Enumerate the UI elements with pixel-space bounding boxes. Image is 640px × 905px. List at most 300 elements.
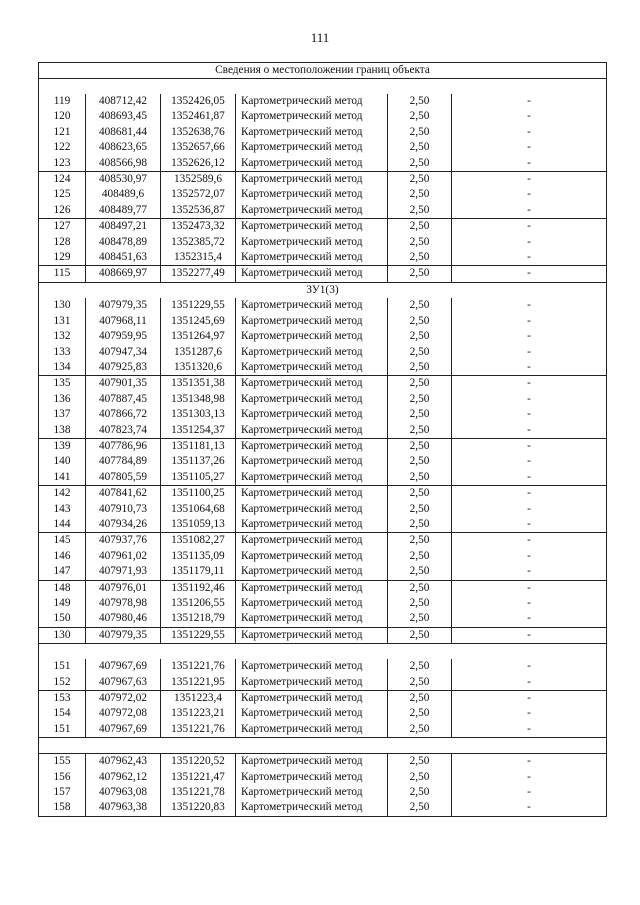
table-row [39,187,607,202]
point-number-cell: 121 [39,125,86,140]
table-row [39,754,607,770]
accuracy-cell: 2,50 [388,392,452,407]
method-cell: Картометрический метод [236,470,388,486]
method-cell: Картометрический метод [236,314,388,329]
point-number-cell: 120 [39,109,86,124]
dash-cell: - [452,517,607,533]
page-number: 111 [310,30,330,45]
dash-cell: - [452,187,607,202]
table-row [39,109,607,124]
x-coordinate-cell: 407786,96 [86,438,161,454]
dash-cell: - [452,470,607,486]
x-coordinate-cell: 407979,35 [86,627,161,643]
dash-cell: - [452,125,607,140]
y-coordinate-cell: 1351223,21 [161,706,236,721]
y-coordinate-cell: 1352385,72 [161,235,236,250]
accuracy-cell: 2,50 [388,517,452,533]
y-coordinate-cell: 1352473,32 [161,219,236,235]
table-header: Сведения о местоположении границ объекта [39,63,607,79]
accuracy-cell: 2,50 [388,502,452,517]
dash-cell: - [452,109,607,124]
point-number-cell: 133 [39,345,86,360]
accuracy-cell: 2,50 [388,770,452,785]
dash-cell: - [452,502,607,517]
x-coordinate-cell: 408478,89 [86,235,161,250]
point-number-cell: 145 [39,533,86,549]
dash-cell: - [452,423,607,439]
method-cell: Картометрический метод [236,203,388,219]
accuracy-cell: 2,50 [388,454,452,469]
method-cell: Картометрический метод [236,533,388,549]
accuracy-cell: 2,50 [388,691,452,707]
point-number-cell: 122 [39,140,86,155]
method-cell: Картометрический метод [236,502,388,517]
accuracy-cell: 2,50 [388,360,452,376]
point-number-cell: 144 [39,517,86,533]
method-cell: Картометрический метод [236,376,388,392]
point-number-cell: 138 [39,423,86,439]
point-number-cell: 130 [39,298,86,313]
method-cell: Картометрический метод [236,266,388,282]
table-row [39,722,607,738]
x-coordinate-cell: 407925,83 [86,360,161,376]
x-coordinate-cell: 407887,45 [86,392,161,407]
dash-cell: - [452,156,607,172]
accuracy-cell: 2,50 [388,785,452,800]
y-coordinate-cell: 1352572,07 [161,187,236,202]
accuracy-cell: 2,50 [388,596,452,611]
point-number-cell: 154 [39,706,86,721]
dash-cell: - [452,580,607,596]
x-coordinate-cell: 407901,35 [86,376,161,392]
x-coordinate-cell: 407967,63 [86,675,161,691]
table-row [39,219,607,235]
y-coordinate-cell: 1352277,49 [161,266,236,282]
point-number-cell: 137 [39,407,86,422]
y-coordinate-cell: 1352426,05 [161,94,236,109]
accuracy-cell: 2,50 [388,156,452,172]
point-number-cell: 146 [39,549,86,564]
x-coordinate-cell: 408712,42 [86,94,161,109]
table-row [39,454,607,469]
x-coordinate-cell: 408681,44 [86,125,161,140]
y-coordinate-cell: 1352626,12 [161,156,236,172]
x-coordinate-cell: 407976,01 [86,580,161,596]
dash-cell: - [452,486,607,502]
blank-cell [39,644,607,660]
table-row [39,407,607,422]
y-coordinate-cell: 1351221,76 [161,722,236,738]
accuracy-cell: 2,50 [388,800,452,816]
x-coordinate-cell: 408489,77 [86,203,161,219]
method-cell: Картометрический метод [236,596,388,611]
y-coordinate-cell: 1351348,98 [161,392,236,407]
accuracy-cell: 2,50 [388,235,452,250]
y-coordinate-cell: 1351303,13 [161,407,236,422]
method-cell: Картометрический метод [236,785,388,800]
y-coordinate-cell: 1351179,11 [161,564,236,580]
x-coordinate-cell: 407784,89 [86,454,161,469]
blank-cell [39,738,607,754]
table-row [39,235,607,250]
y-coordinate-cell: 1352315,4 [161,250,236,266]
point-number-cell: 157 [39,785,86,800]
y-coordinate-cell: 1351351,38 [161,376,236,392]
accuracy-cell: 2,50 [388,125,452,140]
point-number-cell: 127 [39,219,86,235]
method-cell: Картометрический метод [236,770,388,785]
dash-cell: - [452,454,607,469]
point-number-cell: 150 [39,611,86,627]
method-cell: Картометрический метод [236,250,388,266]
dash-cell: - [452,172,607,188]
blank-row [39,644,607,660]
x-coordinate-cell: 407866,72 [86,407,161,422]
method-cell: Картометрический метод [236,94,388,109]
y-coordinate-cell: 1351221,78 [161,785,236,800]
dash-cell: - [452,564,607,580]
dash-cell: - [452,785,607,800]
y-coordinate-cell: 1351064,68 [161,502,236,517]
boundary-table [38,62,606,817]
x-coordinate-cell: 407972,02 [86,691,161,707]
dash-cell: - [452,392,607,407]
method-cell: Картометрический метод [236,140,388,155]
x-coordinate-cell: 407937,76 [86,533,161,549]
method-cell: Картометрический метод [236,172,388,188]
y-coordinate-cell: 1351100,25 [161,486,236,502]
y-coordinate-cell: 1351287,6 [161,345,236,360]
dash-cell: - [452,298,607,313]
point-number-cell: 142 [39,486,86,502]
y-coordinate-cell: 1351254,37 [161,423,236,439]
dash-cell: - [452,533,607,549]
method-cell: Картометрический метод [236,549,388,564]
accuracy-cell: 2,50 [388,549,452,564]
method-cell: Картометрический метод [236,580,388,596]
point-number-cell: 149 [39,596,86,611]
point-number-cell: 141 [39,470,86,486]
x-coordinate-cell: 408693,45 [86,109,161,124]
y-coordinate-cell: 1352589,6 [161,172,236,188]
point-number-cell: 115 [39,266,86,282]
table-row [39,675,607,691]
dash-cell: - [452,140,607,155]
accuracy-cell: 2,50 [388,172,452,188]
dash-cell: - [452,360,607,376]
point-number-cell: 143 [39,502,86,517]
y-coordinate-cell: 1351229,55 [161,298,236,313]
accuracy-cell: 2,50 [388,187,452,202]
dash-cell: - [452,800,607,816]
method-cell: Картометрический метод [236,722,388,738]
table-row [39,376,607,392]
method-cell: Картометрический метод [236,360,388,376]
dash-cell: - [452,314,607,329]
method-cell: Картометрический метод [236,329,388,344]
x-coordinate-cell: 408497,21 [86,219,161,235]
y-coordinate-cell: 1351206,55 [161,596,236,611]
dash-cell: - [452,203,607,219]
accuracy-cell: 2,50 [388,611,452,627]
accuracy-cell: 2,50 [388,329,452,344]
method-cell: Картометрический метод [236,407,388,422]
point-number-cell: 148 [39,580,86,596]
accuracy-cell: 2,50 [388,203,452,219]
dash-cell: - [452,407,607,422]
table-row [39,140,607,155]
method-cell: Картометрический метод [236,691,388,707]
method-cell: Картометрический метод [236,611,388,627]
method-cell: Картометрический метод [236,423,388,439]
dash-cell: - [452,611,607,627]
table-row [39,596,607,611]
x-coordinate-cell: 407959,95 [86,329,161,344]
x-coordinate-cell: 407968,11 [86,314,161,329]
y-coordinate-cell: 1351220,83 [161,800,236,816]
point-number-cell: 129 [39,250,86,266]
accuracy-cell: 2,50 [388,470,452,486]
x-coordinate-cell: 407961,02 [86,549,161,564]
dash-cell: - [452,627,607,643]
table-row [39,392,607,407]
accuracy-cell: 2,50 [388,659,452,674]
table-row [39,314,607,329]
x-coordinate-cell: 407947,34 [86,345,161,360]
dash-cell: - [452,659,607,674]
y-coordinate-cell: 1352657,66 [161,140,236,155]
point-number-cell: 128 [39,235,86,250]
section-label: ЗУ1(3) [39,282,607,298]
dash-cell: - [452,675,607,691]
y-coordinate-cell: 1351218,79 [161,611,236,627]
method-cell: Картометрический метод [236,392,388,407]
x-coordinate-cell: 408451,63 [86,250,161,266]
method-cell: Картометрический метод [236,125,388,140]
point-number-cell: 130 [39,627,86,643]
method-cell: Картометрический метод [236,345,388,360]
x-coordinate-cell: 407972,08 [86,706,161,721]
table-row [39,345,607,360]
accuracy-cell: 2,50 [388,109,452,124]
x-coordinate-cell: 407971,93 [86,564,161,580]
method-cell: Картометрический метод [236,298,388,313]
dash-cell: - [452,94,607,109]
table-row [39,329,607,344]
point-number-cell: 152 [39,675,86,691]
table-row [39,785,607,800]
dash-cell: - [452,329,607,344]
y-coordinate-cell: 1351320,6 [161,360,236,376]
table-row [39,266,607,282]
dash-cell: - [452,722,607,738]
point-number-cell: 140 [39,454,86,469]
y-coordinate-cell: 1352461,87 [161,109,236,124]
x-coordinate-cell: 407963,08 [86,785,161,800]
dash-cell: - [452,691,607,707]
x-coordinate-cell: 407910,73 [86,502,161,517]
table-row [39,800,607,816]
x-coordinate-cell: 407967,69 [86,722,161,738]
accuracy-cell: 2,50 [388,533,452,549]
accuracy-cell: 2,50 [388,564,452,580]
accuracy-cell: 2,50 [388,438,452,454]
y-coordinate-cell: 1351221,95 [161,675,236,691]
dash-cell: - [452,219,607,235]
y-coordinate-cell: 1351245,69 [161,314,236,329]
table-row [39,659,607,674]
x-coordinate-cell: 407841,62 [86,486,161,502]
point-number-cell: 151 [39,659,86,674]
method-cell: Картометрический метод [236,438,388,454]
table-row [39,549,607,564]
x-coordinate-cell: 407980,46 [86,611,161,627]
x-coordinate-cell: 407962,43 [86,754,161,770]
accuracy-cell: 2,50 [388,423,452,439]
blank-cell [39,79,607,95]
table-row [39,423,607,439]
table-row [39,470,607,486]
accuracy-cell: 2,50 [388,722,452,738]
method-cell: Картометрический метод [236,800,388,816]
dash-cell: - [452,754,607,770]
table-row [39,691,607,707]
table-row [39,94,607,109]
accuracy-cell: 2,50 [388,250,452,266]
section-row [39,282,607,298]
point-number-cell: 126 [39,203,86,219]
table-header-row [39,63,607,79]
method-cell: Картометрический метод [236,187,388,202]
point-number-cell: 139 [39,438,86,454]
x-coordinate-cell: 407963,38 [86,800,161,816]
table-row [39,564,607,580]
x-coordinate-cell: 408669,97 [86,266,161,282]
method-cell: Картометрический метод [236,219,388,235]
table-row [39,438,607,454]
point-number-cell: 136 [39,392,86,407]
y-coordinate-cell: 1351229,55 [161,627,236,643]
x-coordinate-cell: 407979,35 [86,298,161,313]
table-row [39,533,607,549]
coordinates-table [38,62,607,817]
method-cell: Картометрический метод [236,754,388,770]
point-number-cell: 151 [39,722,86,738]
method-cell: Картометрический метод [236,517,388,533]
method-cell: Картометрический метод [236,156,388,172]
dash-cell: - [452,596,607,611]
dash-cell: - [452,345,607,360]
y-coordinate-cell: 1351192,46 [161,580,236,596]
accuracy-cell: 2,50 [388,627,452,643]
point-number-cell: 156 [39,770,86,785]
method-cell: Картометрический метод [236,627,388,643]
accuracy-cell: 2,50 [388,754,452,770]
table-row [39,502,607,517]
y-coordinate-cell: 1351059,13 [161,517,236,533]
table-row [39,156,607,172]
x-coordinate-cell: 408489,6 [86,187,161,202]
x-coordinate-cell: 407805,59 [86,470,161,486]
dash-cell: - [452,376,607,392]
table-row [39,770,607,785]
blank-row [39,79,607,95]
x-coordinate-cell: 407967,69 [86,659,161,674]
method-cell: Картометрический метод [236,675,388,691]
point-number-cell: 134 [39,360,86,376]
method-cell: Картометрический метод [236,486,388,502]
method-cell: Картометрический метод [236,659,388,674]
table-row [39,203,607,219]
table-row [39,706,607,721]
y-coordinate-cell: 1351082,27 [161,533,236,549]
table-row [39,627,607,643]
x-coordinate-cell: 407823,74 [86,423,161,439]
blank-row [39,738,607,754]
accuracy-cell: 2,50 [388,314,452,329]
dash-cell: - [452,266,607,282]
method-cell: Картометрический метод [236,706,388,721]
point-number-cell: 123 [39,156,86,172]
table-row [39,517,607,533]
accuracy-cell: 2,50 [388,219,452,235]
accuracy-cell: 2,50 [388,298,452,313]
y-coordinate-cell: 1351223,4 [161,691,236,707]
dash-cell: - [452,250,607,266]
x-coordinate-cell: 407934,26 [86,517,161,533]
y-coordinate-cell: 1351264,97 [161,329,236,344]
point-number-cell: 125 [39,187,86,202]
point-number-cell: 119 [39,94,86,109]
dash-cell: - [452,438,607,454]
table-row [39,250,607,266]
accuracy-cell: 2,50 [388,407,452,422]
x-coordinate-cell: 408566,98 [86,156,161,172]
accuracy-cell: 2,50 [388,376,452,392]
accuracy-cell: 2,50 [388,486,452,502]
accuracy-cell: 2,50 [388,345,452,360]
x-coordinate-cell: 408623,65 [86,140,161,155]
accuracy-cell: 2,50 [388,675,452,691]
point-number-cell: 135 [39,376,86,392]
x-coordinate-cell: 407962,12 [86,770,161,785]
accuracy-cell: 2,50 [388,94,452,109]
y-coordinate-cell: 1351105,27 [161,470,236,486]
accuracy-cell: 2,50 [388,266,452,282]
table-row [39,172,607,188]
y-coordinate-cell: 1351181,13 [161,438,236,454]
table-row [39,611,607,627]
point-number-cell: 158 [39,800,86,816]
method-cell: Картометрический метод [236,109,388,124]
y-coordinate-cell: 1351221,76 [161,659,236,674]
x-coordinate-cell: 407978,98 [86,596,161,611]
dash-cell: - [452,706,607,721]
x-coordinate-cell: 408530,97 [86,172,161,188]
point-number-cell: 155 [39,754,86,770]
y-coordinate-cell: 1351135,09 [161,549,236,564]
y-coordinate-cell: 1352536,87 [161,203,236,219]
accuracy-cell: 2,50 [388,706,452,721]
point-number-cell: 147 [39,564,86,580]
method-cell: Картометрический метод [236,235,388,250]
point-number-cell: 153 [39,691,86,707]
method-cell: Картометрический метод [236,454,388,469]
y-coordinate-cell: 1352638,76 [161,125,236,140]
dash-cell: - [452,235,607,250]
y-coordinate-cell: 1351137,26 [161,454,236,469]
point-number-cell: 131 [39,314,86,329]
